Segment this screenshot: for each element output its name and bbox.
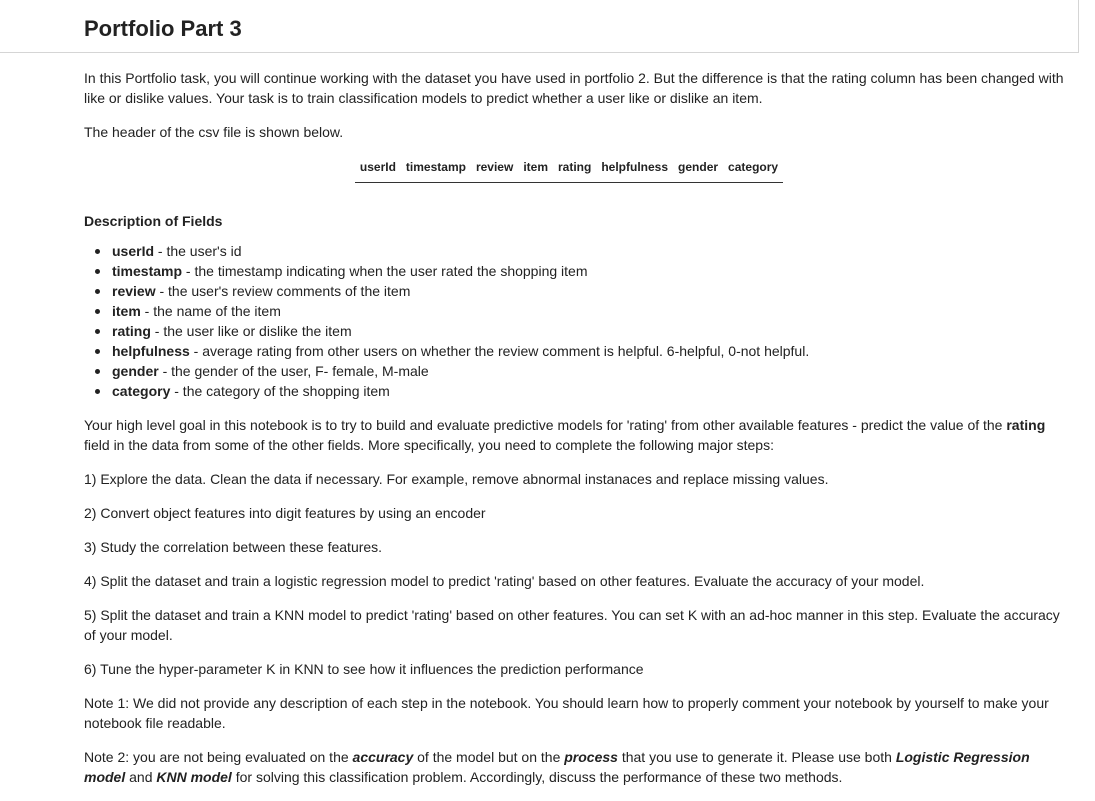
field-name: gender [112, 363, 159, 379]
step-1: 1) Explore the data. Clean the data if necessary. For example, remove abnormal instanaces and replace missing values. [84, 471, 829, 487]
note-2 [84, 747, 1074, 787]
page-title: Portfolio Part 3 [84, 16, 242, 41]
step-4: 4) Split the dataset and train a logistic regression model to predict 'rating' based on other features. Evaluate the accuracy of your model. [84, 573, 925, 589]
csv-column: item [523, 160, 548, 174]
title-bar [0, 0, 1079, 53]
goal-emphasis: rating [1006, 417, 1046, 433]
note-text: Note 2: you are not being evaluated on the [84, 749, 353, 765]
field-description: - the user's id [154, 243, 242, 259]
csv-column: gender [678, 160, 719, 174]
note-text: for solving this classification problem. Accordingly, discuss the performance of these two methods. [231, 769, 843, 785]
csv-header-row [355, 158, 783, 183]
note-1: Note 1: We did not provide any description of each step in the notebook. You should learn how to properly comment your notebook by yourself to make your notebook file readable. [84, 695, 1049, 731]
csv-column: userId [359, 160, 396, 174]
list-item [112, 381, 1074, 401]
note-emphasis: accuracy [352, 749, 414, 765]
csv-column: helpfulness [601, 160, 669, 174]
document-body [84, 68, 1074, 801]
field-description: - the user like or dislike the item [150, 323, 352, 339]
field-description: - the timestamp indicating when the user rated the shopping item [182, 263, 588, 279]
fields-heading: Description of Fields [84, 213, 223, 229]
note-emphasis: KNN model [156, 769, 232, 785]
list-item [112, 301, 1074, 321]
field-description: - the category of the shopping item [170, 383, 390, 399]
field-name: userId [112, 243, 155, 259]
note-emphasis: Logistic Regression model [84, 749, 1030, 785]
field-description: - the user's review comments of the item [155, 283, 411, 299]
note-text: of the model but on the [413, 749, 565, 765]
note-text: that you use to generate it. Please use both [617, 749, 896, 765]
step-6: 6) Tune the hyper-parameter K in KNN to see how it influences the prediction performance [84, 661, 644, 677]
field-name: category [112, 383, 171, 399]
list-item [112, 321, 1074, 341]
field-description: - average rating from other users on whether the review comment is helpful. 6-helpful, 0-not helpful. [189, 343, 810, 359]
field-name: item [112, 303, 141, 319]
csv-column: category [728, 160, 779, 174]
field-name: helpfulness [112, 343, 190, 359]
field-name: timestamp [112, 263, 183, 279]
step-3: 3) Study the correlation between these features. [84, 539, 383, 555]
note-emphasis: process [564, 749, 618, 765]
intro-paragraph: In this Portfolio task, you will continue working with the dataset you have used in portfolio 2. But the difference is that the rating column has been changed with like or dislike values. Your task is to train classification models to predict whether a user like or dislike an item. [84, 70, 1064, 106]
csv-column: review [475, 160, 514, 174]
step-5: 5) Split the dataset and train a KNN model to predict 'rating' based on other features. You can set K with an ad-hoc manner in this step. Evaluate the accuracy of your model. [84, 607, 1060, 643]
field-name: rating [112, 323, 151, 339]
field-description: - the name of the item [140, 303, 281, 319]
list-item [112, 341, 1074, 361]
csv-column: rating [558, 160, 592, 174]
csv-header-table [84, 156, 1074, 183]
note-text: and [125, 769, 157, 785]
field-description: - the gender of the user, F- female, M-male [158, 363, 429, 379]
fields-list [84, 241, 1074, 401]
goal-text: field in the data from some of the other fields. More specifically, you need to complete the following major steps: [84, 437, 774, 453]
csv-caption: The header of the csv file is shown below. [84, 124, 344, 140]
list-item [112, 281, 1074, 301]
list-item [112, 261, 1074, 281]
goal-paragraph [84, 415, 1074, 455]
csv-column: timestamp [405, 160, 466, 174]
field-name: review [112, 283, 156, 299]
step-2: 2) Convert object features into digit features by using an encoder [84, 505, 486, 521]
goal-text: Your high level goal in this notebook is to try to build and evaluate predictive models for 'rating' from other available features - predict the value of the [84, 417, 1007, 433]
list-item [112, 361, 1074, 381]
list-item [112, 241, 1074, 261]
